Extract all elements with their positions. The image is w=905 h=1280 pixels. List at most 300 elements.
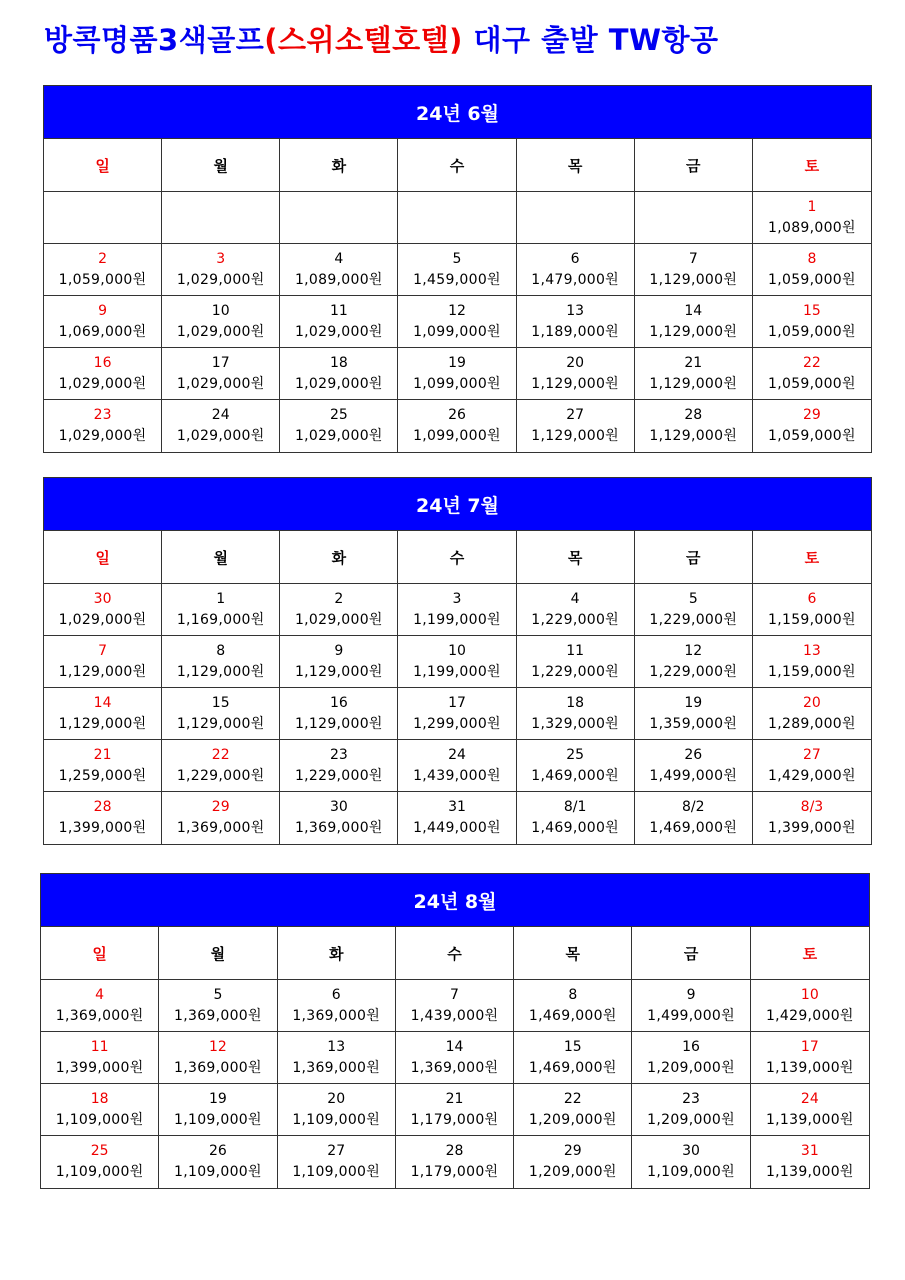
day-number: 18 xyxy=(90,1090,109,1107)
calendar-day-cell xyxy=(396,1136,514,1188)
calendar-day-cell xyxy=(280,400,398,452)
calendar-day-cell xyxy=(280,740,398,792)
calendar-day-cell xyxy=(635,792,753,844)
calendar-day-cell xyxy=(44,584,162,636)
day-number: 21 xyxy=(93,746,112,763)
day-number: 16 xyxy=(329,694,348,711)
day-price: 1,109,000원 xyxy=(55,1111,144,1128)
day-price: 1,139,000원 xyxy=(765,1111,854,1128)
day-price: 1,499,000원 xyxy=(649,767,738,784)
day-price: 1,229,000원 xyxy=(176,767,265,784)
weekday-header: 수 xyxy=(396,927,514,980)
day-price: 1,369,000원 xyxy=(174,1007,262,1024)
calendar-month-header: 24년 6월 xyxy=(44,86,871,139)
day-price: 1,179,000원 xyxy=(410,1111,499,1128)
calendar-day-cell xyxy=(41,980,159,1032)
day-number: 16 xyxy=(93,354,112,371)
page-title xyxy=(44,18,719,59)
calendar-day-cell xyxy=(41,1084,159,1136)
weekday-header: 수 xyxy=(398,531,516,584)
day-number: 24 xyxy=(800,1090,819,1107)
calendar-day-cell xyxy=(396,1032,514,1084)
day-number: 2 xyxy=(98,250,108,267)
day-number: 25 xyxy=(566,746,585,763)
day-price: 1,449,000원 xyxy=(413,820,501,836)
calendar-day-cell xyxy=(517,192,635,244)
calendar-day-cell xyxy=(159,1084,277,1136)
calendar-day-cell xyxy=(278,980,396,1032)
weekday-header: 월 xyxy=(162,531,280,584)
day-number: 30 xyxy=(93,590,112,607)
day-price: 1,129,000원 xyxy=(531,428,620,444)
day-price: 1,369,000원 xyxy=(176,820,265,836)
day-price: 1,469,000원 xyxy=(531,767,620,784)
calendar-day-cell xyxy=(514,1032,632,1084)
calendar-day-cell xyxy=(44,740,162,792)
day-number: 12 xyxy=(684,642,703,659)
calendar-day-cell xyxy=(41,1136,159,1188)
calendar-day-cell xyxy=(396,980,514,1032)
title-hotel: (스위소텔호텔) xyxy=(264,23,463,57)
calendar-day-cell xyxy=(280,792,398,844)
calendar-day-cell xyxy=(278,1084,396,1136)
day-number: 13 xyxy=(327,1038,346,1055)
day-price: 1,369,000원 xyxy=(174,1059,262,1076)
weekday-header: 일 xyxy=(44,531,162,584)
calendar-day-cell xyxy=(44,244,162,296)
day-number: 19 xyxy=(684,694,703,711)
day-number: 31 xyxy=(800,1143,819,1159)
day-number: 26 xyxy=(448,407,466,423)
calendar-day-cell xyxy=(162,192,280,244)
day-price: 1,059,000원 xyxy=(768,271,856,288)
day-price: 1,189,000원 xyxy=(531,323,620,340)
day-price: 1,229,000원 xyxy=(294,767,383,784)
calendar-day-cell xyxy=(635,244,753,296)
calendar-day-cell xyxy=(632,1084,750,1136)
title-departure: 대구 출발 TW항공 xyxy=(462,23,719,57)
calendar-day-cell xyxy=(398,244,516,296)
day-number: 26 xyxy=(684,746,703,763)
day-number: 20 xyxy=(803,694,821,711)
calendar-day-cell xyxy=(514,1084,632,1136)
day-number: 22 xyxy=(563,1090,582,1107)
day-price: 1,399,000원 xyxy=(768,820,856,836)
calendar-day-cell xyxy=(753,400,871,452)
day-price: 1,369,000원 xyxy=(294,820,383,836)
day-number: 26 xyxy=(209,1143,227,1159)
day-number: 25 xyxy=(90,1143,109,1159)
day-number: 24 xyxy=(211,407,230,423)
day-number: 4 xyxy=(334,250,344,267)
calendar-day-cell xyxy=(44,792,162,844)
calendar-day-cell xyxy=(517,400,635,452)
day-number: 27 xyxy=(327,1143,346,1159)
calendar-day-cell xyxy=(753,636,871,688)
calendar-july xyxy=(43,477,872,845)
day-number: 1 xyxy=(216,590,226,607)
day-number: 17 xyxy=(800,1038,819,1055)
day-number: 7 xyxy=(450,986,459,1003)
weekday-header: 일 xyxy=(44,139,162,192)
weekday-header: 월 xyxy=(159,927,277,980)
day-price: 1,469,000원 xyxy=(528,1007,617,1024)
calendar-august xyxy=(40,873,870,1189)
day-number: 19 xyxy=(209,1090,227,1107)
day-price: 1,459,000원 xyxy=(413,271,501,288)
day-number: 12 xyxy=(448,302,466,319)
day-price: 1,089,000원 xyxy=(294,271,383,288)
calendar-day-cell xyxy=(635,400,753,452)
day-number: 30 xyxy=(682,1143,700,1159)
calendar-day-cell xyxy=(632,1032,750,1084)
day-price: 1,399,000원 xyxy=(58,820,147,836)
weekday-header: 목 xyxy=(517,531,635,584)
day-price: 1,109,000원 xyxy=(292,1111,381,1128)
day-price: 1,209,000원 xyxy=(528,1111,617,1128)
calendar-day-cell xyxy=(162,688,280,740)
day-price: 1,029,000원 xyxy=(294,611,383,628)
weekday-header: 목 xyxy=(517,139,635,192)
calendar-day-cell xyxy=(280,636,398,688)
day-number: 14 xyxy=(684,302,703,319)
day-price: 1,129,000원 xyxy=(649,428,738,444)
day-price: 1,259,000원 xyxy=(58,767,147,784)
calendar-grid xyxy=(44,531,871,844)
day-number: 3 xyxy=(452,590,462,607)
day-number: 17 xyxy=(211,354,230,371)
calendar-day-cell xyxy=(517,688,635,740)
day-number: 21 xyxy=(445,1090,464,1107)
calendar-day-cell xyxy=(398,636,516,688)
day-number: 16 xyxy=(682,1038,700,1055)
day-price: 1,199,000원 xyxy=(413,663,501,680)
day-number: 10 xyxy=(211,302,230,319)
day-number: 1 xyxy=(807,198,817,215)
day-price: 1,429,000원 xyxy=(768,767,856,784)
calendar-day-cell xyxy=(635,688,753,740)
day-number: 23 xyxy=(329,746,348,763)
day-price: 1,129,000원 xyxy=(294,663,383,680)
calendar-day-cell xyxy=(751,1084,869,1136)
calendar-day-cell xyxy=(514,980,632,1032)
day-price: 1,129,000원 xyxy=(649,271,738,288)
day-number: 8 xyxy=(568,986,578,1003)
day-number: 4 xyxy=(570,590,580,607)
calendar-day-cell xyxy=(753,740,871,792)
weekday-header: 토 xyxy=(753,531,871,584)
day-price: 1,129,000원 xyxy=(649,375,738,392)
calendar-day-cell xyxy=(753,192,871,244)
day-number: 7 xyxy=(688,250,698,267)
day-number: 8/2 xyxy=(682,799,705,815)
day-price: 1,029,000원 xyxy=(58,375,147,392)
calendar-day-cell xyxy=(751,1032,869,1084)
calendar-day-cell xyxy=(280,296,398,348)
day-number: 10 xyxy=(800,986,819,1003)
day-price: 1,439,000원 xyxy=(410,1007,499,1024)
day-number: 15 xyxy=(211,694,230,711)
day-number: 6 xyxy=(331,986,341,1003)
day-price: 1,129,000원 xyxy=(176,715,265,732)
day-price: 1,299,000원 xyxy=(413,715,501,732)
day-price: 1,059,000원 xyxy=(768,375,856,392)
day-price: 1,289,000원 xyxy=(768,715,856,732)
day-number: 31 xyxy=(448,799,466,815)
day-price: 1,089,000원 xyxy=(768,219,856,236)
day-price: 1,129,000원 xyxy=(58,715,147,732)
calendar-day-cell xyxy=(751,1136,869,1188)
weekday-header: 금 xyxy=(635,531,753,584)
day-number: 6 xyxy=(570,250,580,267)
day-price: 1,159,000원 xyxy=(768,663,856,680)
calendar-day-cell xyxy=(162,792,280,844)
calendar-day-cell xyxy=(162,740,280,792)
day-number: 15 xyxy=(563,1038,582,1055)
day-number: 5 xyxy=(688,590,698,607)
weekday-header: 목 xyxy=(514,927,632,980)
day-number: 18 xyxy=(566,694,585,711)
day-price: 1,029,000원 xyxy=(176,428,265,444)
day-number: 11 xyxy=(329,302,348,319)
day-price: 1,109,000원 xyxy=(55,1164,144,1180)
calendar-day-cell xyxy=(753,244,871,296)
weekday-header: 토 xyxy=(751,927,869,980)
day-price: 1,479,000원 xyxy=(531,271,620,288)
calendar-day-cell xyxy=(514,1136,632,1188)
calendar-day-cell xyxy=(280,244,398,296)
day-number: 11 xyxy=(566,642,585,659)
calendar-day-cell xyxy=(635,740,753,792)
calendar-day-cell xyxy=(517,348,635,400)
calendar-day-cell xyxy=(44,636,162,688)
calendar-day-cell xyxy=(162,400,280,452)
day-number: 27 xyxy=(566,407,585,423)
weekday-header: 일 xyxy=(41,927,159,980)
calendar-day-cell xyxy=(753,296,871,348)
day-price: 1,369,000원 xyxy=(292,1059,381,1076)
calendar-day-cell xyxy=(635,348,753,400)
day-price: 1,029,000원 xyxy=(294,428,383,444)
day-price: 1,209,000원 xyxy=(647,1059,735,1076)
calendar-day-cell xyxy=(398,296,516,348)
day-price: 1,099,000원 xyxy=(413,375,501,392)
weekday-header: 월 xyxy=(162,139,280,192)
day-price: 1,109,000원 xyxy=(647,1164,735,1180)
day-number: 24 xyxy=(448,746,466,763)
day-number: 11 xyxy=(90,1038,109,1055)
day-price: 1,469,000원 xyxy=(531,820,620,836)
calendar-day-cell xyxy=(753,792,871,844)
day-number: 20 xyxy=(327,1090,346,1107)
day-price: 1,469,000원 xyxy=(528,1059,617,1076)
calendar-day-cell xyxy=(635,584,753,636)
day-number: 6 xyxy=(807,590,817,607)
day-price: 1,359,000원 xyxy=(649,715,738,732)
weekday-header: 토 xyxy=(753,139,871,192)
calendar-day-cell xyxy=(44,348,162,400)
day-number: 29 xyxy=(803,407,821,423)
calendar-day-cell xyxy=(753,584,871,636)
calendar-day-cell xyxy=(280,688,398,740)
day-number: 20 xyxy=(566,354,585,371)
calendar-day-cell xyxy=(635,192,753,244)
calendar-day-cell xyxy=(517,792,635,844)
day-number: 21 xyxy=(684,354,703,371)
day-price: 1,029,000원 xyxy=(58,428,147,444)
day-number: 29 xyxy=(211,799,230,815)
day-price: 1,069,000원 xyxy=(58,323,147,340)
calendar-day-cell xyxy=(398,400,516,452)
calendar-day-cell xyxy=(44,296,162,348)
calendar-day-cell xyxy=(398,740,516,792)
day-price: 1,129,000원 xyxy=(294,715,383,732)
day-number: 19 xyxy=(448,354,466,371)
calendar-day-cell xyxy=(278,1032,396,1084)
day-number: 28 xyxy=(684,407,703,423)
day-price: 1,109,000원 xyxy=(292,1164,381,1180)
day-price: 1,369,000원 xyxy=(292,1007,381,1024)
weekday-header: 화 xyxy=(280,531,398,584)
day-number: 5 xyxy=(213,986,223,1003)
calendar-day-cell xyxy=(398,584,516,636)
day-number: 10 xyxy=(448,642,466,659)
day-number: 14 xyxy=(445,1038,464,1055)
day-price: 1,229,000원 xyxy=(531,611,620,628)
calendar-month-header: 24년 7월 xyxy=(44,478,871,531)
day-number: 17 xyxy=(448,694,466,711)
day-number: 14 xyxy=(93,694,112,711)
day-number: 28 xyxy=(445,1143,464,1159)
day-number: 9 xyxy=(686,986,696,1003)
day-price: 1,099,000원 xyxy=(413,323,501,340)
day-price: 1,129,000원 xyxy=(531,375,620,392)
day-price: 1,029,000원 xyxy=(58,611,147,628)
calendar-day-cell xyxy=(162,296,280,348)
calendar-day-cell xyxy=(162,636,280,688)
calendar-day-cell xyxy=(517,740,635,792)
day-number: 18 xyxy=(329,354,348,371)
calendar-day-cell xyxy=(278,1136,396,1188)
day-price: 1,059,000원 xyxy=(768,428,856,444)
weekday-header: 수 xyxy=(398,139,516,192)
day-price: 1,059,000원 xyxy=(768,323,856,340)
calendar-grid xyxy=(41,927,869,1188)
day-price: 1,469,000원 xyxy=(649,820,738,836)
weekday-header: 금 xyxy=(635,139,753,192)
day-number: 23 xyxy=(682,1090,700,1107)
day-price: 1,099,000원 xyxy=(413,428,501,444)
day-price: 1,329,000원 xyxy=(531,715,620,732)
day-price: 1,369,000원 xyxy=(410,1059,499,1076)
day-number: 30 xyxy=(329,799,348,815)
calendar-day-cell xyxy=(159,1032,277,1084)
calendar-day-cell xyxy=(635,296,753,348)
day-price: 1,059,000원 xyxy=(58,271,147,288)
day-price: 1,029,000원 xyxy=(294,323,383,340)
calendar-month-header: 24년 8월 xyxy=(41,874,869,927)
day-price: 1,139,000원 xyxy=(765,1059,854,1076)
calendar-day-cell xyxy=(398,192,516,244)
day-number: 9 xyxy=(334,642,344,659)
calendar-day-cell xyxy=(635,636,753,688)
day-number: 3 xyxy=(216,250,226,267)
calendar-day-cell xyxy=(162,348,280,400)
day-number: 8/3 xyxy=(800,799,824,815)
day-number: 28 xyxy=(93,799,112,815)
day-price: 1,229,000원 xyxy=(649,611,738,628)
day-number: 22 xyxy=(803,354,821,371)
calendar-grid xyxy=(44,139,871,452)
day-price: 1,179,000원 xyxy=(410,1164,499,1180)
day-number: 13 xyxy=(803,642,821,659)
day-price: 1,129,000원 xyxy=(58,663,147,680)
day-number: 7 xyxy=(98,642,108,659)
day-price: 1,209,000원 xyxy=(647,1111,735,1128)
day-price: 1,029,000원 xyxy=(294,375,383,392)
day-price: 1,439,000원 xyxy=(413,767,501,784)
day-price: 1,229,000원 xyxy=(531,663,620,680)
calendar-day-cell xyxy=(280,348,398,400)
calendar-day-cell xyxy=(159,1136,277,1188)
day-price: 1,229,000원 xyxy=(649,663,738,680)
day-price: 1,209,000원 xyxy=(528,1164,617,1180)
calendar-day-cell xyxy=(398,792,516,844)
day-price: 1,029,000원 xyxy=(176,323,265,340)
calendar-june xyxy=(43,85,872,453)
day-price: 1,109,000원 xyxy=(174,1164,262,1180)
calendar-day-cell xyxy=(632,980,750,1032)
calendar-day-cell xyxy=(753,688,871,740)
calendar-day-cell xyxy=(517,296,635,348)
calendar-day-cell xyxy=(162,584,280,636)
calendar-day-cell xyxy=(751,980,869,1032)
day-price: 1,129,000원 xyxy=(176,663,265,680)
day-number: 5 xyxy=(452,250,462,267)
day-number: 22 xyxy=(211,746,230,763)
weekday-header: 화 xyxy=(280,139,398,192)
calendar-day-cell xyxy=(162,244,280,296)
calendar-day-cell xyxy=(398,688,516,740)
day-number: 4 xyxy=(95,986,105,1003)
calendar-day-cell xyxy=(44,192,162,244)
day-number: 12 xyxy=(209,1038,227,1055)
day-number: 27 xyxy=(803,746,821,763)
day-number: 2 xyxy=(334,590,344,607)
calendar-day-cell xyxy=(517,244,635,296)
calendar-day-cell xyxy=(517,636,635,688)
title-main: 방콕명품3색골프 xyxy=(44,23,265,57)
day-price: 1,199,000원 xyxy=(413,611,501,628)
day-price: 1,159,000원 xyxy=(768,611,856,628)
weekday-header: 화 xyxy=(278,927,396,980)
day-number: 13 xyxy=(566,302,585,319)
day-number: 29 xyxy=(563,1143,582,1159)
day-number: 15 xyxy=(803,302,821,319)
calendar-day-cell xyxy=(41,1032,159,1084)
day-price: 1,369,000원 xyxy=(55,1007,144,1024)
calendar-day-cell xyxy=(396,1084,514,1136)
day-price: 1,029,000원 xyxy=(176,375,265,392)
calendar-day-cell xyxy=(280,584,398,636)
calendar-day-cell xyxy=(398,348,516,400)
weekday-header: 금 xyxy=(632,927,750,980)
day-price: 1,029,000원 xyxy=(176,271,265,288)
calendar-day-cell xyxy=(517,584,635,636)
day-price: 1,169,000원 xyxy=(176,611,265,628)
calendar-day-cell xyxy=(159,980,277,1032)
calendar-day-cell xyxy=(753,348,871,400)
